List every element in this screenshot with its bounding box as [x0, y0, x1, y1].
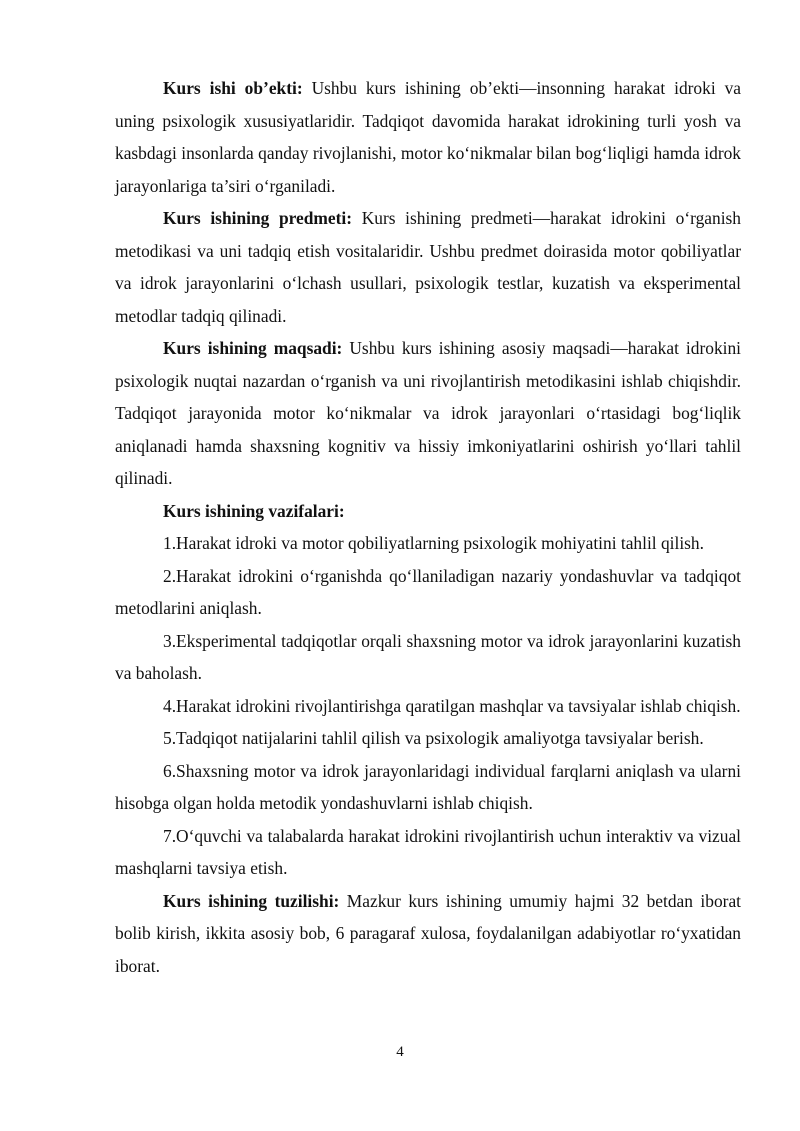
task-item-6: 6.Shaxsning motor va idrok jarayonlaridagi individual farqlarni aniqlash va ularni hisobga olgan holda metodik yondashuvlarni ishlab chiqish.	[115, 760, 741, 813]
goal-paragraph	[115, 332, 741, 495]
task-item-5: 5.Tadqiqot natijalarini tahlil qilish va psixologik amaliyotga tavsiyalar berish.	[163, 728, 704, 748]
structure-paragraph	[115, 885, 741, 983]
task-item-4: 4.Harakat idrokini rivojlantirishga qaratilgan mashqlar va tavsiyalar ishlab chiqish.	[163, 695, 741, 716]
object-heading: Kurs ishi ob’ekti:	[163, 78, 303, 98]
goal-heading: Kurs ishining maqsadi:	[163, 338, 343, 358]
tasks-heading-paragraph	[115, 495, 741, 528]
task-item-7: 7.O‘quvchi va talabalarda harakat idrokini rivojlantirish uchun interaktiv va vizual mashqlarni tavsiya etish.	[115, 825, 741, 878]
structure-text: Mazkur kurs ishining umumiy hajmi 32 betdan iborat bolib kirish, ikkita asosiy bob, 6 paragaraf xulosa, foydalanilgan adabiyotlar ro‘yxatidan iborat.	[115, 890, 741, 976]
page-number: 4	[396, 1044, 404, 1060]
goal-text: Ushbu kurs ishining asosiy maqsadi—harakat idrokini psixologik nuqtai nazardan o‘rganish va uni rivojlantirish metodikasini ishlab chiqishdir. Tadqiqot jarayonida motor ko‘nikmalar va idrok jarayonlari o‘rtasidagi bog‘liqlik aniqlanadi hamda shaxsning kognitiv va hissiy imkoniyatlarini oshirish yo‘llari tahlil qilinadi.	[115, 338, 741, 488]
subject-heading: Kurs ishining predmeti:	[163, 208, 353, 228]
tasks-heading: Kurs ishining vazifalari:	[163, 500, 345, 521]
page-body	[115, 72, 741, 982]
object-text: Ushbu kurs ishining ob’ekti—insonning harakat idroki va uning psixologik xususiyatlaridir. Tadqiqot davomida harakat idrokining turli yosh va kasbdagi insonlarda qanday rivojlanishi, motor ko‘nikmalar bilan bog‘liqligi hamda idrok jarayonlariga ta’siri o‘rganiladi.	[115, 78, 742, 196]
task-item-1: 1.Harakat idroki va motor qobiliyatlarning psixologik mohiyatini tahlil qilish.	[163, 533, 704, 553]
subject-text: Kurs ishining predmeti—harakat idrokini o‘rganish metodikasi va uni tadqiq etish vositalaridir. Ushbu predmet doirasida motor qobiliyatlar va idrok jarayonlarini o‘lchash usullari, psixologik testlar, kuzatish va eksperimental metodlar tadqiq qilinadi.	[115, 208, 741, 326]
structure-heading: Kurs ishining tuzilishi:	[163, 890, 340, 911]
task-item-3: 3.Eksperimental tadqiqotlar orqali shaxsning motor va idrok jarayonlarini kuzatish va baholash.	[115, 630, 741, 683]
subject-paragraph	[115, 202, 741, 332]
object-paragraph	[115, 72, 741, 202]
task-item-2: 2.Harakat idrokini o‘rganishda qo‘llaniladigan nazariy yondashuvlar va tadqiqot metodlarini aniqlash.	[115, 565, 741, 618]
